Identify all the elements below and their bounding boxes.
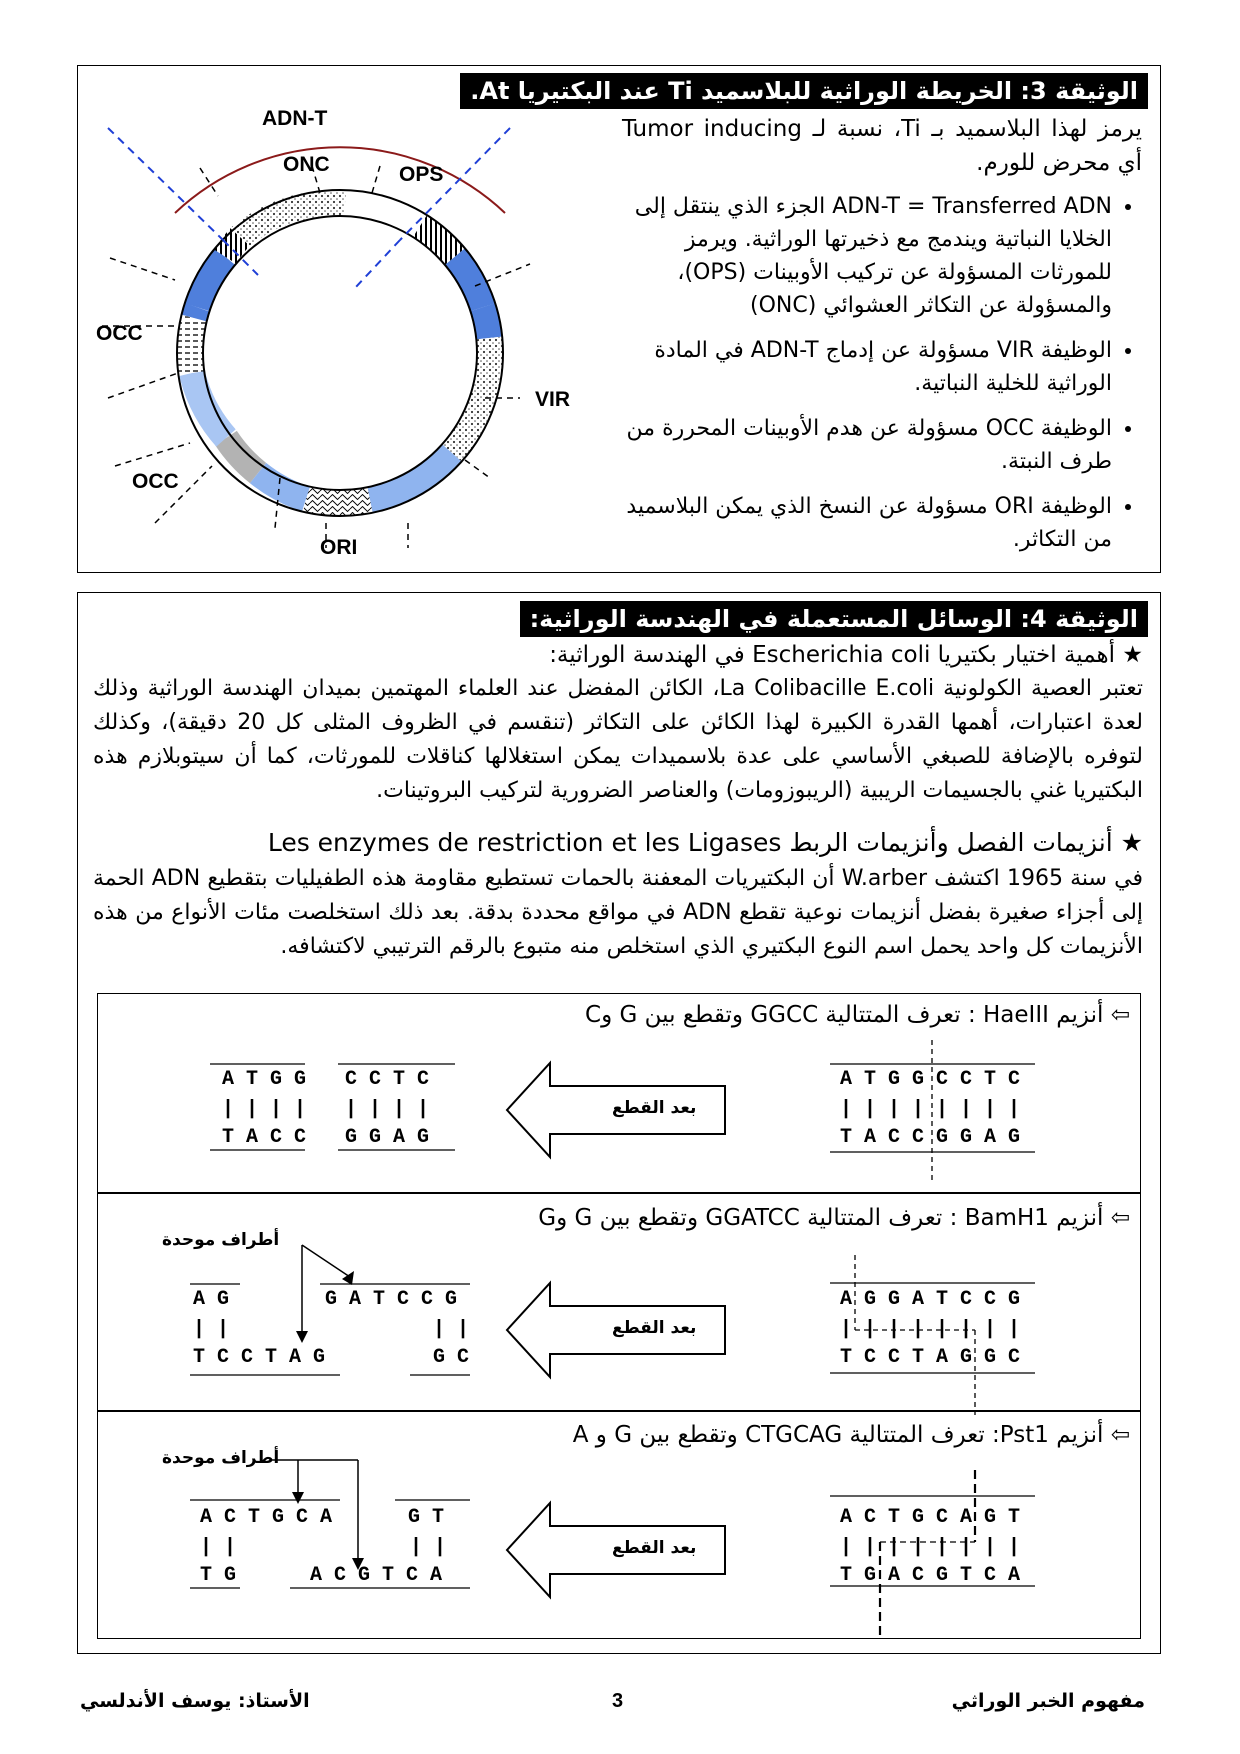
- segment-ori: [306, 499, 370, 503]
- haeiii-left-bars: | | | |: [222, 1098, 307, 1121]
- pst1-before-bottom: T G A C G T C A: [840, 1564, 1021, 1587]
- bullet-occ: • الوظيفة OCC مسؤولة عن هدم الأوبينات المحررة من طرف النبتة.: [622, 412, 1112, 478]
- footer-page-number: 3: [612, 1690, 624, 1712]
- label-ori: ORI: [320, 536, 358, 559]
- footer-teacher: الأستاذ: يوسف الأندلسي: [80, 1690, 310, 1712]
- section1-title: ★ أهمية اختيار بكتيريا Escherichia coli في الهندسة الوراثية:: [549, 642, 1143, 668]
- section1-text: تعتبر العصية الكولونية La Colibacille E.coli، الكائن المفضل عند العلماء المهتمين بميدان الهندسة الوراثية وذلك لعدة اعتبارات، أهمها القدرة الكبيرة لهذا الكائن على التكاثر (تنقسم في الظروف المثلى كل 20 دقيقة)، وكذلك لتوفره بالإضافة للصبغي الأساسي على عدة بلاسميدات يمكن استغلالها كناقلات للمورثات، كما أن سيتوبلازم هذه البكتيريا غني بالجسيمات الريبية (الريبوزومات) والعناصر الضرورية لتركيب البروتينات.: [93, 676, 1144, 803]
- bamh1-right-top: G A T C C G: [325, 1288, 458, 1311]
- enzyme-pst1-title: ⇦ أنزيم Pst1: تعرف المتتالية CTGCAG وتقطع بين G و A: [572, 1422, 1130, 1448]
- segment-blue-topleft: [197, 257, 225, 308]
- haeiii-left-bottom: T A C C: [222, 1126, 307, 1149]
- bamh1-before-top: A G G A T C C G: [840, 1288, 1021, 1311]
- enzyme-bamh1-title: ⇦ أنزيم BamH1 : تعرف المتتالية GGATCC وتقطع بين G وG: [538, 1205, 1130, 1231]
- pst1-before-bars: | | | | | | | |: [840, 1536, 1021, 1559]
- pst1-sticky-label: أطراف موحدة: [162, 1448, 280, 1468]
- segment-occ: [190, 318, 194, 373]
- haeiii-right-bars: | | | |: [345, 1098, 430, 1121]
- pst1-before-top: A C T G C A G T: [840, 1506, 1021, 1529]
- haeiii-before-top: A T G G C C T C: [840, 1068, 1021, 1091]
- enzyme-haeiii-title: ⇦ أنزيم HaeIII : تعرف المتتالية GGCC وتقطع بين G وC: [585, 1002, 1130, 1028]
- bamh1-left-top: A G: [193, 1288, 230, 1311]
- segment-blue-topright: [455, 257, 483, 308]
- bamh1-before-bottom: T C C T A G G C: [840, 1346, 1021, 1369]
- row-divider-1: [97, 1192, 1141, 1194]
- label-occ-1: OCC: [96, 322, 143, 345]
- bamh1-sticky-label: أطراف موحدة: [162, 1230, 280, 1250]
- footer-subject: مفهوم الخبر الوراثي: [951, 1690, 1145, 1712]
- label-onc: ONC: [283, 153, 330, 176]
- doc3-title: الوثيقة 3: الخريطة الوراثية للبلاسميد Ti عند البكتيريا At.: [460, 73, 1148, 109]
- bullet-adn-t: • ADN-T = Transferred ADN الجزء الذي ينتقل إلى الخلايا النباتية ويندمج مع ذخيرتها الوراثية. ويرمز للمورثات المسؤولة عن تركيب الأوبينات (OPS)، والمسؤولة عن التكاثر العشوائي (ONC): [622, 190, 1112, 322]
- doc3-bullets: [622, 190, 1142, 568]
- pst1-left-bottom: T G: [200, 1564, 237, 1587]
- haeiii-left-top: A T G G: [222, 1068, 307, 1091]
- label-occ-2: OCC: [132, 470, 179, 493]
- pst1-right-top: G T: [408, 1506, 445, 1529]
- section2-text: في سنة 1965 اكتشف W.arber أن البكتيريات المعفنة بالحمات تستطيع مقاومة هذه الطفيليات بتقطيع ADN الحمة إلى أجزاء صغيرة بفضل أنزيمات نوعية تقطع ADN في مواقع محددة بدقة. بعد ذلك استخلصت مئات الأنواع من هذه الأنزيمات كل واحد يحمل اسم النوع البكتيري الذي استخلص منه متبوع بالرقم الترتيبي لاكتشافه.: [93, 866, 1144, 959]
- haeiii-arrow-label: بعد القطع: [612, 1098, 697, 1118]
- doc4-title: الوثيقة 4: الوسائل المستعملة في الهندسة الوراثية:: [520, 601, 1148, 637]
- pst1-arrow-label: بعد القطع: [612, 1538, 697, 1558]
- segment-onc: [240, 203, 345, 237]
- label-adn-t: ADN-T: [262, 107, 328, 130]
- pst1-left-bars: | |: [200, 1536, 237, 1559]
- bamh1-before-bars: | | | | | | | |: [840, 1318, 1021, 1341]
- bamh1-left-bars: | |: [193, 1318, 230, 1341]
- bamh1-left-bottom: T C C T A G: [193, 1346, 326, 1369]
- label-ops: OPS: [399, 163, 444, 186]
- bamh1-right-bottom: G C: [433, 1346, 470, 1369]
- bullet-ori: • الوظيفة ORI مسؤولة عن النسخ الذي يمكن البلاسميد من التكاثر.: [622, 490, 1112, 556]
- section2-title: ★ أنزيمات الفصل وأنزيمات الربط Les enzymes de restriction et les Ligases: [267, 828, 1143, 857]
- doc3-intro: يرمز لهذا البلاسميد بـ Ti، نسبة لـ Tumor inducing أي محرض للورم.: [622, 116, 1143, 176]
- bamh1-right-bars: | |: [433, 1318, 470, 1341]
- haeiii-right-bottom: G G A G: [345, 1126, 430, 1149]
- haeiii-before-bottom: T A C C G G A G: [840, 1126, 1021, 1149]
- pst1-left-top: A C T G C A: [200, 1506, 333, 1529]
- haeiii-before-bars: | | | | | | | |: [840, 1098, 1021, 1121]
- label-vir: VIR: [535, 388, 571, 411]
- pst1-right-bottom: A C G T C A: [310, 1564, 443, 1587]
- haeiii-right-top: C C T C: [345, 1068, 430, 1091]
- bamh1-arrow-label: بعد القطع: [612, 1318, 697, 1338]
- bullet-vir: • الوظيفة VIR مسؤولة عن إدماج ADN-T في المادة الوراثية للخلية النباتية.: [622, 334, 1112, 400]
- pst1-right-bars: | |: [410, 1536, 447, 1559]
